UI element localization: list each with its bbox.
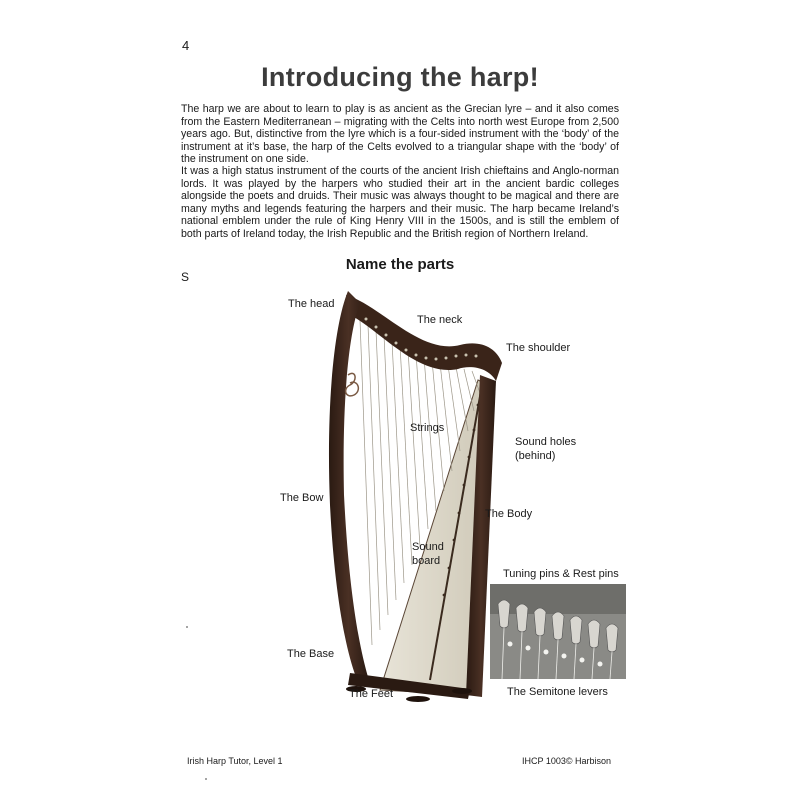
label-body: The Body bbox=[485, 508, 533, 520]
label-sound-holes: Sound holes (behind) bbox=[515, 436, 577, 462]
label-strings: Strings bbox=[410, 422, 445, 434]
speck bbox=[205, 778, 207, 780]
bow-shape bbox=[329, 291, 368, 677]
foot-right bbox=[452, 688, 472, 694]
section-title: Name the parts bbox=[345, 256, 455, 273]
label-neck: The neck bbox=[417, 314, 463, 326]
label-bow: The Bow bbox=[280, 492, 324, 504]
footer-copyright: IHCP 1003© Harbison bbox=[522, 756, 612, 766]
stray-letter: S bbox=[181, 270, 190, 284]
page-number: 4 bbox=[182, 38, 190, 53]
foot-middle bbox=[406, 696, 430, 702]
label-base: The Base bbox=[287, 648, 335, 660]
label-shoulder: The shoulder bbox=[506, 342, 571, 354]
page-title: Introducing the harp! bbox=[261, 62, 539, 92]
label-head: The head bbox=[288, 298, 335, 310]
intro-paragraph-1: The harp we are about to learn to play is as ancient as the Grecian lyre – and it also comes from the Eastern Mediterranean – migrating with the Celts into north west Europe from 2,500 years ago. But, distinctive from the lyre which is a four-sided instrument with the ‘body’ of the instrument at it’s base, the harp of the Celts evolved to a triangular shape with the ‘body’ of the instrument on one side. bbox=[181, 103, 619, 166]
label-soundboard: Sound board bbox=[412, 541, 444, 567]
semitone-levers-photo bbox=[490, 584, 626, 679]
speck bbox=[186, 626, 188, 628]
label-feet: The Feet bbox=[349, 688, 394, 700]
footer-title: Irish Harp Tutor, Level 1 bbox=[187, 756, 283, 766]
intro-paragraph-2: It was a high status instrument of the courts of the ancient Irish chieftains and Anglo-norman lords. It was played by the harpers who studied their art in the ancient bardic colleges alongside the poets and druids. Their music was always thought to be magical and there are many myths and legends featuring the harpers and their music. The harp became Ireland’s national emblem under the rule of King Henry VIII in the 1500s, and is still the emblem of both parts of Ireland today, the Irish Republic and the British region of Northern Ireland. bbox=[181, 165, 619, 240]
label-tuning-pins: Tuning pins & Rest pins bbox=[503, 568, 619, 580]
label-semitone-levers: The Semitone levers bbox=[507, 686, 608, 698]
